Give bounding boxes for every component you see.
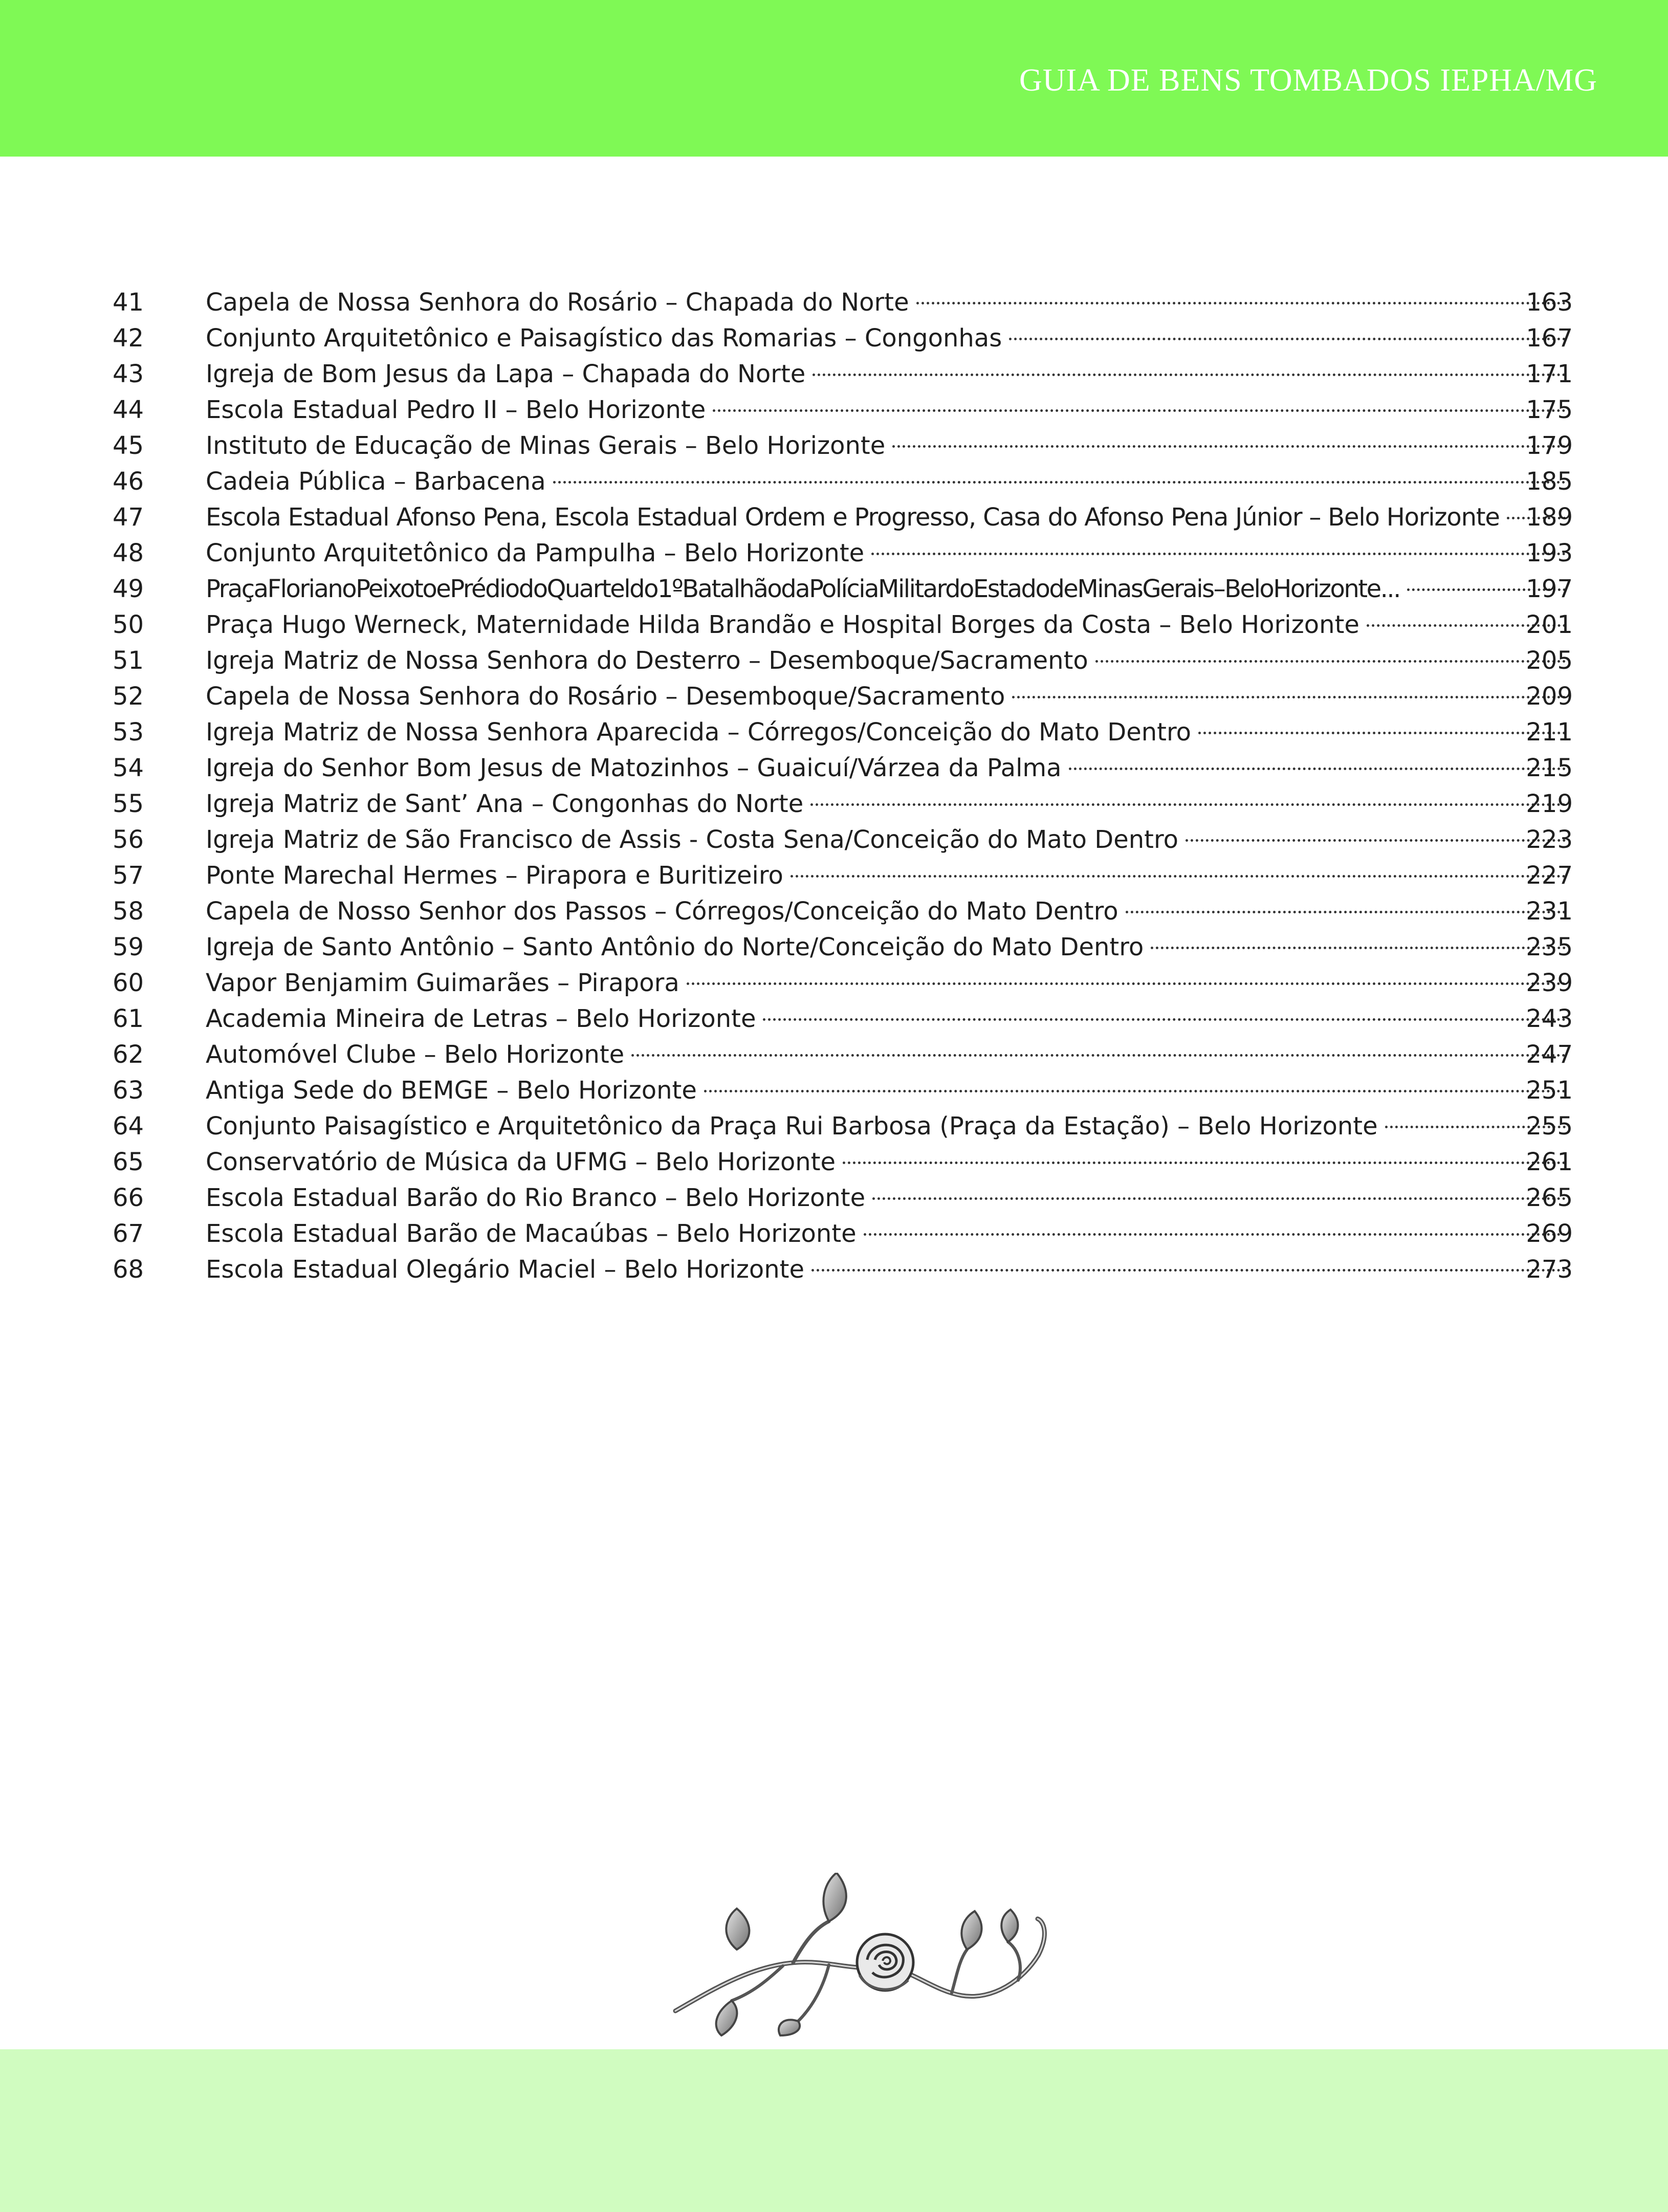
toc-entry-title: Ponte Marechal Hermes – Pirapora e Buritizeiro — [206, 861, 783, 890]
toc-entry — [0, 786, 1668, 822]
dot-leader — [810, 803, 1566, 806]
toc-entry-page: 251 — [1526, 1076, 1573, 1105]
toc-entry-number: 46 — [113, 467, 144, 496]
dot-leader — [864, 1233, 1566, 1236]
toc-entry-page: 189 — [1526, 503, 1573, 532]
footer-band — [0, 2049, 1668, 2212]
toc-entry-line — [206, 965, 1573, 1001]
dot-leader — [811, 1269, 1566, 1272]
toc-entry-number: 53 — [113, 718, 144, 747]
dot-leader — [704, 1090, 1566, 1092]
dot-leader — [1009, 338, 1566, 340]
toc-entry-line — [206, 678, 1573, 714]
toc-entry-page: 247 — [1526, 1040, 1573, 1069]
dot-leader — [843, 1162, 1566, 1164]
dot-leader — [813, 374, 1566, 376]
toc-entry-page: 243 — [1526, 1004, 1573, 1033]
toc-entry — [0, 284, 1668, 320]
toc-entry-number: 58 — [113, 897, 144, 926]
toc-entry-number: 62 — [113, 1040, 144, 1069]
toc-entry — [0, 750, 1668, 786]
toc-entry-title: Igreja Matriz de São Francisco de Assis - Costa Sena/Conceição do Mato Dentro — [206, 825, 1179, 854]
toc-entry — [0, 965, 1668, 1001]
toc-entry — [0, 822, 1668, 858]
toc-entry-title: Conjunto Arquitetônico da Pampulha – Belo Horizonte — [206, 539, 865, 567]
dot-leader — [763, 1018, 1566, 1021]
toc-entry-title: Capela de Nossa Senhora do Rosário – Chapada do Norte — [206, 288, 909, 317]
toc-entry-number: 47 — [113, 503, 144, 532]
toc-entry-line — [206, 607, 1573, 643]
toc-entry-line — [206, 643, 1573, 678]
toc-entry-page: 211 — [1526, 718, 1573, 747]
toc-entry-number: 59 — [113, 933, 144, 961]
toc-entry-line — [206, 786, 1573, 822]
toc-entry-page: 209 — [1526, 682, 1573, 711]
dot-leader — [713, 409, 1566, 412]
toc-entry-line — [206, 1001, 1573, 1037]
toc-entry — [0, 1001, 1668, 1037]
toc-entry — [0, 858, 1668, 893]
header-band — [0, 0, 1668, 157]
toc-entry-number: 56 — [113, 825, 144, 854]
dot-leader — [871, 553, 1566, 555]
toc-entry — [0, 1037, 1668, 1072]
toc-entry-title: Instituto de Educação de Minas Gerais – Belo Horizonte — [206, 431, 886, 460]
toc-entry-title: Capela de Nosso Senhor dos Passos – Córregos/Conceição do Mato Dentro — [206, 897, 1118, 926]
toc-entry-line — [206, 356, 1573, 392]
toc-entry-page: 219 — [1526, 790, 1573, 818]
toc-entry-page: 265 — [1526, 1184, 1573, 1212]
toc-entry-line — [206, 535, 1573, 571]
toc-entry-page: 215 — [1526, 754, 1573, 782]
toc-entry-number: 57 — [113, 861, 144, 890]
toc-entry-line — [206, 499, 1573, 535]
dot-leader — [892, 445, 1566, 448]
dot-leader — [872, 1197, 1566, 1200]
toc-entry-line — [206, 320, 1573, 356]
toc-entry-number: 68 — [113, 1255, 144, 1284]
toc-entry-line — [206, 1037, 1573, 1072]
toc-entry-title: PraçaFlorianoPeixotoePrédiodoQuarteldo1ºBatalhãodaPolíciaMilitardoEstadodeMinasGerais–BeloHorizonte... — [206, 575, 1400, 603]
toc-entry — [0, 356, 1668, 392]
toc-entry-page: 235 — [1526, 933, 1573, 961]
toc-entry — [0, 535, 1668, 571]
toc-entry — [0, 1108, 1668, 1144]
toc-entry-line — [206, 464, 1573, 499]
toc-entry-title: Academia Mineira de Letras – Belo Horizonte — [206, 1004, 756, 1033]
toc-entry-line — [206, 858, 1573, 893]
toc-entry-line — [206, 714, 1573, 750]
toc-entry-title: Automóvel Clube – Belo Horizonte — [206, 1040, 625, 1069]
dot-leader — [631, 1054, 1566, 1057]
toc-entry-number: 50 — [113, 610, 144, 639]
dot-leader — [1012, 696, 1566, 698]
toc-entry-line — [206, 750, 1573, 786]
toc-entry-line — [206, 1108, 1573, 1144]
toc-entry-line — [206, 929, 1573, 965]
toc-entry-page: 171 — [1526, 360, 1573, 388]
toc-entry-page: 205 — [1526, 646, 1573, 675]
toc-entry-title: Igreja de Bom Jesus da Lapa – Chapada do Norte — [206, 360, 806, 388]
dot-leader — [553, 481, 1566, 484]
toc-entry-title: Igreja de Santo Antônio – Santo Antônio do Norte/Conceição do Mato Dentro — [206, 933, 1144, 961]
toc-entry-title: Igreja Matriz de Nossa Senhora do Desterro – Desemboque/Sacramento — [206, 646, 1088, 675]
toc-entry-page: 231 — [1526, 897, 1573, 926]
toc-entry — [0, 1216, 1668, 1252]
toc-entry-title: Capela de Nossa Senhora do Rosário – Desemboque/Sacramento — [206, 682, 1005, 711]
toc-entry-line — [206, 1252, 1573, 1287]
toc-entry-number: 55 — [113, 790, 144, 818]
toc-entry-title: Vapor Benjamim Guimarães – Pirapora — [206, 969, 679, 997]
toc-entry-number: 51 — [113, 646, 144, 675]
toc-entry-number: 48 — [113, 539, 144, 567]
toc-entry — [0, 499, 1668, 535]
toc-entry-title: Escola Estadual Afonso Pena, Escola Estadual Ordem e Progresso, Casa do Afonso Pena Júnior – Belo Horizonte — [206, 503, 1500, 532]
toc-entry-line — [206, 392, 1573, 428]
toc-entry-page: 261 — [1526, 1148, 1573, 1176]
toc-entry-number: 43 — [113, 360, 144, 388]
toc-entry — [0, 571, 1668, 607]
toc-entry-title: Escola Estadual Olegário Maciel – Belo Horizonte — [206, 1255, 805, 1284]
toc-entry-page: 227 — [1526, 861, 1573, 890]
toc-entry-page: 269 — [1526, 1219, 1573, 1248]
toc-entry-title: Conservatório de Música da UFMG – Belo Horizonte — [206, 1148, 836, 1176]
toc-entry-page: 197 — [1526, 575, 1573, 603]
toc-entry-page: 193 — [1526, 539, 1573, 567]
running-header-title: GUIA DE BENS TOMBADOS IEPHA/MG — [1019, 63, 1597, 98]
toc-entry-line — [206, 1216, 1573, 1252]
toc-entry-page: 167 — [1526, 324, 1573, 353]
toc-entry-number: 52 — [113, 682, 144, 711]
toc-entry-page: 239 — [1526, 969, 1573, 997]
toc-entry-title: Antiga Sede do BEMGE – Belo Horizonte — [206, 1076, 697, 1105]
toc-entry — [0, 1180, 1668, 1216]
toc-entry-line — [206, 1144, 1573, 1180]
toc-entry-page: 223 — [1526, 825, 1573, 854]
toc-entry-line — [206, 428, 1573, 464]
toc-entry-number: 61 — [113, 1004, 144, 1033]
toc-entry-title: Igreja do Senhor Bom Jesus de Matozinhos – Guaicuí/Várzea da Palma — [206, 754, 1062, 782]
toc-entry-number: 63 — [113, 1076, 144, 1105]
toc-entry-page: 163 — [1526, 288, 1573, 317]
toc-entry-line — [206, 1180, 1573, 1216]
dot-leader — [1126, 911, 1566, 913]
dot-leader — [1151, 947, 1566, 949]
toc-entry-number: 64 — [113, 1112, 144, 1141]
dot-leader — [1095, 660, 1566, 663]
toc-entry-number: 60 — [113, 969, 144, 997]
toc-entry-line — [206, 822, 1573, 858]
toc-entry-number: 45 — [113, 431, 144, 460]
toc-entry-line — [206, 571, 1573, 607]
dot-leader — [916, 302, 1566, 304]
toc-entry-number: 54 — [113, 754, 144, 782]
dot-leader — [791, 875, 1566, 878]
toc-entry-number: 66 — [113, 1184, 144, 1212]
toc-entry-page: 273 — [1526, 1255, 1573, 1284]
toc-entry — [0, 893, 1668, 929]
toc-entry — [0, 929, 1668, 965]
toc-entry-title: Igreja Matriz de Nossa Senhora Aparecida – Córregos/Conceição do Mato Dentro — [206, 718, 1192, 747]
toc-entry-page: 175 — [1526, 396, 1573, 424]
toc-entry-title: Escola Estadual Barão do Rio Branco – Belo Horizonte — [206, 1184, 866, 1212]
toc-entry-title: Praça Hugo Werneck, Maternidade Hilda Brandão e Hospital Borges da Costa – Belo Horizonte — [206, 610, 1359, 639]
toc-entry-number: 67 — [113, 1219, 144, 1248]
toc-entry — [0, 678, 1668, 714]
toc-entry-title: Igreja Matriz de Sant’ Ana – Congonhas do Norte — [206, 790, 804, 818]
toc-entry-number: 65 — [113, 1148, 144, 1176]
toc-entry-title: Conjunto Paisagístico e Arquitetônico da Praça Rui Barbosa (Praça da Estação) – Belo Horizonte — [206, 1112, 1378, 1141]
toc-entry — [0, 392, 1668, 428]
toc-entry — [0, 464, 1668, 499]
toc-entry-title: Conjunto Arquitetônico e Paisagístico das Romarias – Congonhas — [206, 324, 1002, 353]
dot-leader — [1069, 768, 1566, 770]
toc-entry-page: 255 — [1526, 1112, 1573, 1141]
toc-entry-line — [206, 284, 1573, 320]
toc-entry-page: 179 — [1526, 431, 1573, 460]
toc-entry-title: Escola Estadual Barão de Macaúbas – Belo Horizonte — [206, 1219, 857, 1248]
toc-entry-number: 44 — [113, 396, 144, 424]
toc-entry — [0, 714, 1668, 750]
toc-entry — [0, 1144, 1668, 1180]
toc-entry-page: 185 — [1526, 467, 1573, 496]
toc-entry-number: 41 — [113, 288, 144, 317]
toc-entry — [0, 1252, 1668, 1287]
toc-entry-line — [206, 893, 1573, 929]
toc-entry — [0, 643, 1668, 678]
toc-entry — [0, 607, 1668, 643]
dot-leader — [1186, 839, 1566, 842]
toc-entry — [0, 1072, 1668, 1108]
toc-entry-number: 42 — [113, 324, 144, 353]
toc-entry-title: Escola Estadual Pedro II – Belo Horizonte — [206, 396, 706, 424]
rose-branch-icon — [665, 1873, 1054, 2036]
dot-leader — [687, 982, 1566, 985]
toc-entry — [0, 320, 1668, 356]
toc-entry-page: 201 — [1526, 610, 1573, 639]
toc-entry-title: Cadeia Pública – Barbacena — [206, 467, 546, 496]
toc-entry-line — [206, 1072, 1573, 1108]
toc-entry — [0, 428, 1668, 464]
toc-entry-number: 49 — [113, 575, 144, 603]
